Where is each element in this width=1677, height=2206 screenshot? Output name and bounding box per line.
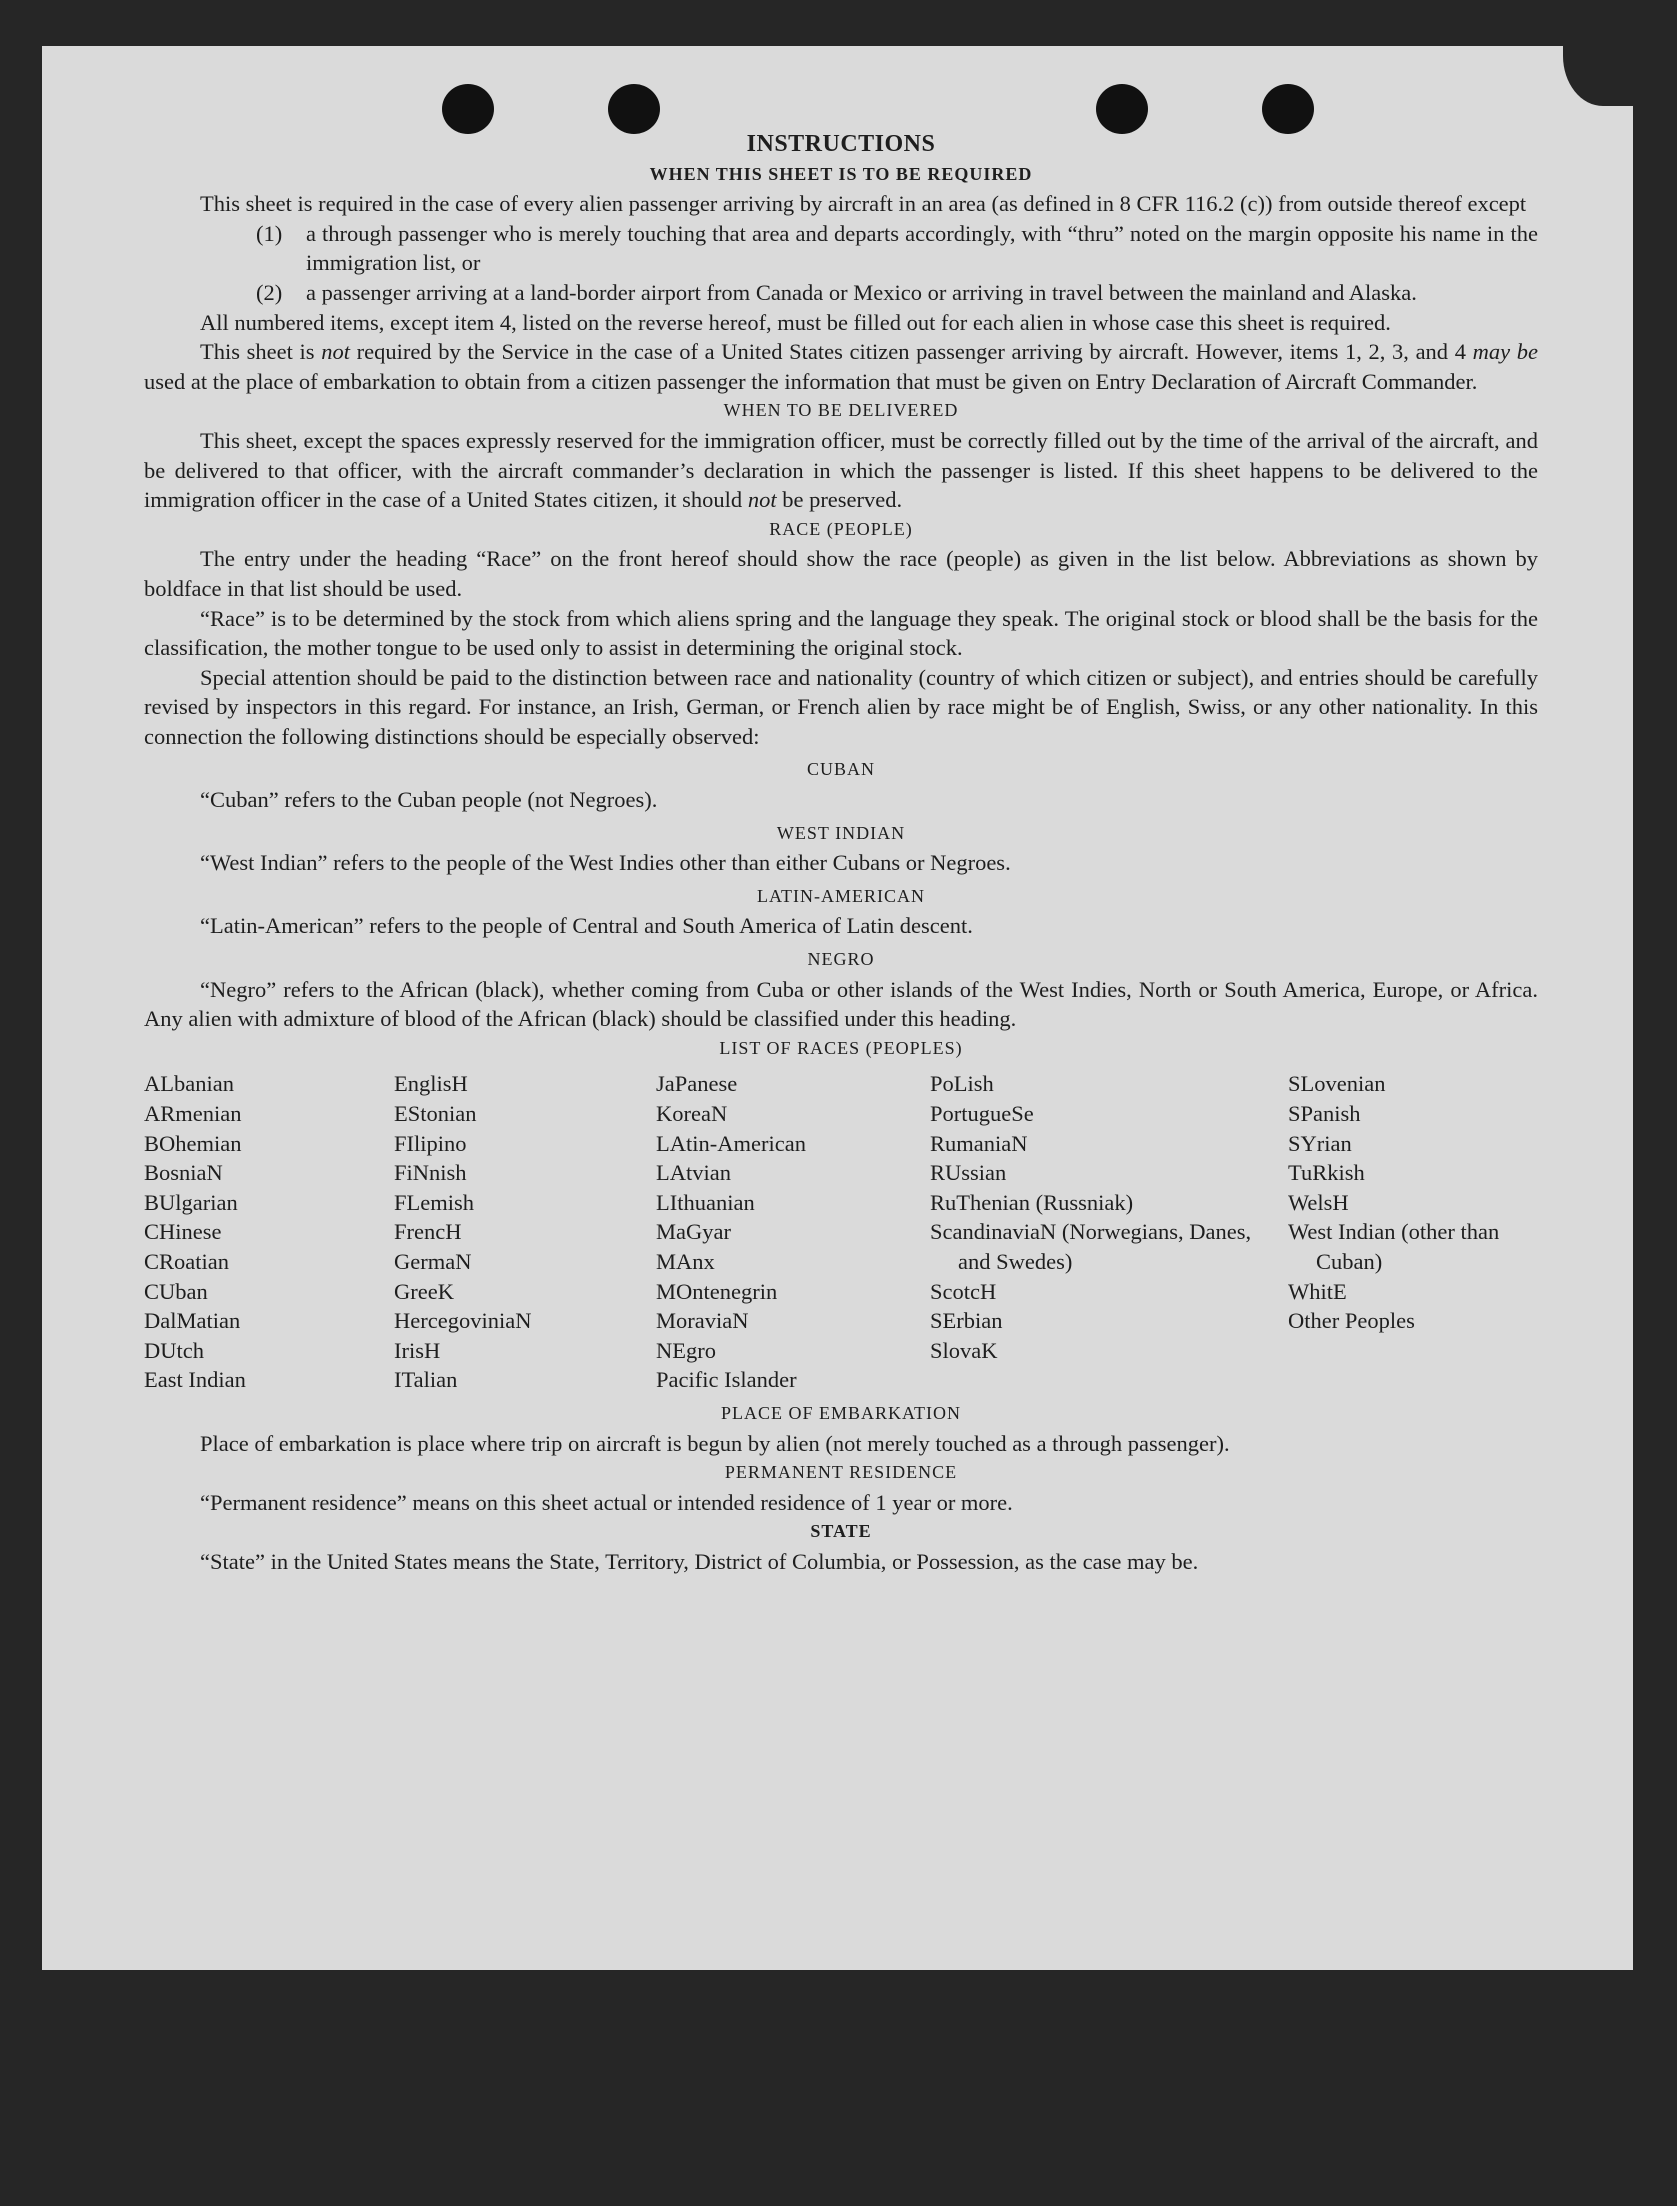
punch-hole xyxy=(442,84,494,134)
section-heading: WHEN TO BE DELIVERED xyxy=(723,400,959,421)
paragraph: “Race” is to be determined by the stock from which aliens spring and the language they speak. The original stock or blood shall be the basis for the classification, the mother tongue to be used only to assist in determining the original stock. xyxy=(144,605,1538,661)
race-entry: Other Peoples xyxy=(1288,1308,1415,1334)
race-entry: RumaniaN xyxy=(930,1130,1028,1156)
race-entry: FiNnish xyxy=(394,1160,467,1186)
list-item xyxy=(144,278,1538,308)
race-entry: PortugueSe xyxy=(930,1101,1034,1126)
section-heading: RACE (PEOPLE) xyxy=(769,518,913,539)
race-entry: CRoatian xyxy=(144,1248,229,1274)
section-heading: LIST OF RACES (PEOPLES) xyxy=(719,1037,963,1058)
race-entry: HercegoviniaN xyxy=(394,1308,532,1334)
section-heading: STATE xyxy=(810,1521,872,1542)
torn-corner xyxy=(1563,46,1633,106)
text: This sheet is xyxy=(200,339,322,365)
paragraph: “West Indian” refers to the people of the West Indies other than either Cubans or Negroes. xyxy=(200,850,1011,876)
race-entry: MOntenegrin xyxy=(656,1278,778,1304)
race-entry: BUlgarian xyxy=(144,1189,238,1215)
document-page xyxy=(42,46,1633,1970)
race-entry: DUtch xyxy=(144,1337,204,1363)
text: required by the Service in the case of a United States citizen passenger arriving by aircraft. However, items 1, 2, 3, and 4 xyxy=(349,339,1473,365)
race-entry: CHinese xyxy=(144,1219,222,1245)
race-entry: FrencH xyxy=(394,1219,462,1245)
list-item xyxy=(144,219,1538,278)
item-number: (1) xyxy=(256,220,283,246)
race-entry: TuRkish xyxy=(1288,1160,1365,1186)
paragraph: Place of embarkation is place where trip on aircraft is begun by alien (not merely touched as a through passenger). xyxy=(200,1430,1230,1456)
races-column xyxy=(1288,1069,1538,1395)
race-entry: KoreaN xyxy=(656,1101,728,1126)
item-number: (2) xyxy=(256,279,283,305)
race-entry: NEgro xyxy=(656,1337,716,1363)
race-entry: ScotcH xyxy=(930,1278,997,1304)
race-entry: LAtvian xyxy=(656,1160,731,1186)
race-entry: WhitE xyxy=(1288,1278,1347,1304)
race-entry: BosniaN xyxy=(144,1160,223,1186)
paragraph xyxy=(144,426,1538,515)
races-column xyxy=(144,1069,394,1395)
race-entry: EStonian xyxy=(394,1101,477,1126)
race-entry: BOhemian xyxy=(144,1130,242,1156)
text: be preserved. xyxy=(776,487,903,513)
race-entry: LAtin-American xyxy=(656,1130,806,1156)
section-heading: LATIN-AMERICAN xyxy=(757,885,925,906)
paragraph: This sheet is required in the case of every alien passenger arriving by aircraft in an area (as defined in 8 CFR 116.2 (c)) from outside thereof except xyxy=(200,191,1527,217)
race-entry: JaPanese xyxy=(656,1071,738,1097)
race-entry: ALbanian xyxy=(144,1071,234,1097)
section-heading: CUBAN xyxy=(806,759,875,780)
paragraph: “State” in the United States means the State, Territory, District of Columbia, or Possession, as the case may be. xyxy=(200,1548,1199,1574)
race-entry: FLemish xyxy=(394,1189,475,1215)
item-text: a through passenger who is merely touching that area and departs accordingly, with “thru” noted on the margin opposite his name in the immigration list, or xyxy=(306,220,1538,276)
text: used at the place of embarkation to obtain from a citizen passenger the information that must be given on Entry Declaration of Aircraft Commander. xyxy=(144,368,1478,394)
emphasis: not xyxy=(321,339,350,365)
race-entry: SYrian xyxy=(1288,1130,1352,1156)
paragraph: “Negro” refers to the African (black), whether coming from Cuba or other islands of the West Indies, North or South America, Europe, or Africa. Any alien with admixture of blood of the African (black) should be classified under this heading. xyxy=(144,976,1538,1032)
text: This sheet, except the spaces expressly reserved for the immigration officer, must be correctly filled out by the time of the arrival of the aircraft, and be delivered to that officer, with the aircraft commander’s declaration in which the passenger is listed. If this sheet happens to be delivered to the immigration officer in the case of a United States citizen, it should xyxy=(144,427,1538,513)
race-entry: SLovenian xyxy=(1288,1071,1386,1097)
section-heading: PERMANENT RESIDENCE xyxy=(724,1462,958,1483)
race-entry: RUssian xyxy=(930,1160,1007,1186)
page-title: INSTRUCTIONS xyxy=(746,131,936,157)
race-entry: PoLish xyxy=(930,1071,994,1097)
race-entry: GermaN xyxy=(394,1248,472,1274)
paragraph: “Permanent residence” means on this sheet actual or intended residence of 1 year or more. xyxy=(200,1489,1013,1515)
races-list xyxy=(144,1069,1538,1395)
race-entry: WelsH xyxy=(1288,1189,1349,1215)
item-text: a passenger arriving at a land-border airport from Canada or Mexico or arriving in travel between the mainland and Alaska. xyxy=(306,279,1417,305)
paragraph: “Cuban” refers to the Cuban people (not Negroes). xyxy=(200,787,658,813)
race-entry: FIlipino xyxy=(394,1130,467,1156)
race-entry: ScandinaviaN (Norwegians, Danes, and Swedes) xyxy=(930,1219,1252,1274)
race-entry: SErbian xyxy=(930,1308,1003,1334)
paragraph: “Latin-American” refers to the people of Central and South America of Latin descent. xyxy=(200,913,973,939)
races-column xyxy=(930,1069,1288,1395)
race-entry: ARmenian xyxy=(144,1101,242,1126)
race-entry: RuThenian (Russniak) xyxy=(930,1189,1134,1215)
race-entry: MAnx xyxy=(656,1248,715,1274)
paragraph: All numbered items, except item 4, listed on the reverse hereof, must be filled out for each alien in whose case this sheet is required. xyxy=(200,309,1391,335)
race-entry: ITalian xyxy=(394,1367,458,1393)
races-column xyxy=(394,1069,656,1395)
instructions-body xyxy=(144,130,1538,1577)
emphasis: not xyxy=(747,487,777,513)
section-heading: NEGRO xyxy=(807,949,875,970)
paragraph: The entry under the heading “Race” on the front hereof should show the race (people) as given in the list below. Abbreviations as shown by boldface in that list should be used. xyxy=(144,546,1538,601)
race-entry: IrisH xyxy=(394,1337,441,1363)
race-entry: Pacific Islander xyxy=(656,1367,797,1393)
race-entry: East Indian xyxy=(144,1367,246,1393)
emphasis: may be xyxy=(1472,339,1538,365)
race-entry: MoraviaN xyxy=(656,1308,749,1334)
punch-hole xyxy=(608,84,660,134)
section-heading: PLACE OF EMBARKATION xyxy=(720,1402,962,1423)
race-entry: EnglisH xyxy=(394,1071,468,1097)
section-heading: WEST INDIAN xyxy=(776,822,906,843)
section-heading: WHEN THIS SHEET IS TO BE REQUIRED xyxy=(649,163,1033,184)
races-column xyxy=(656,1069,930,1395)
race-entry: MaGyar xyxy=(656,1219,731,1245)
paragraph: Special attention should be paid to the distinction between race and nationality (country of which citizen or subject), and entries should be carefully revised by inspectors in this regard. For instance, an Irish, German, or French alien by race might be of English, Swiss, or any other nationality. In this connection the following distinctions should be especially observed: xyxy=(144,664,1538,749)
race-entry: DalMatian xyxy=(144,1308,241,1334)
race-entry: LIthuanian xyxy=(656,1189,755,1215)
race-entry: SPanish xyxy=(1288,1101,1361,1126)
punch-hole xyxy=(1262,84,1314,134)
paragraph xyxy=(144,337,1538,396)
race-entry: SlovaK xyxy=(930,1337,998,1363)
punch-hole xyxy=(1096,84,1148,134)
race-entry: CUban xyxy=(144,1278,208,1304)
race-entry: GreeK xyxy=(394,1278,454,1304)
race-entry: West Indian (other than Cuban) xyxy=(1288,1219,1500,1274)
